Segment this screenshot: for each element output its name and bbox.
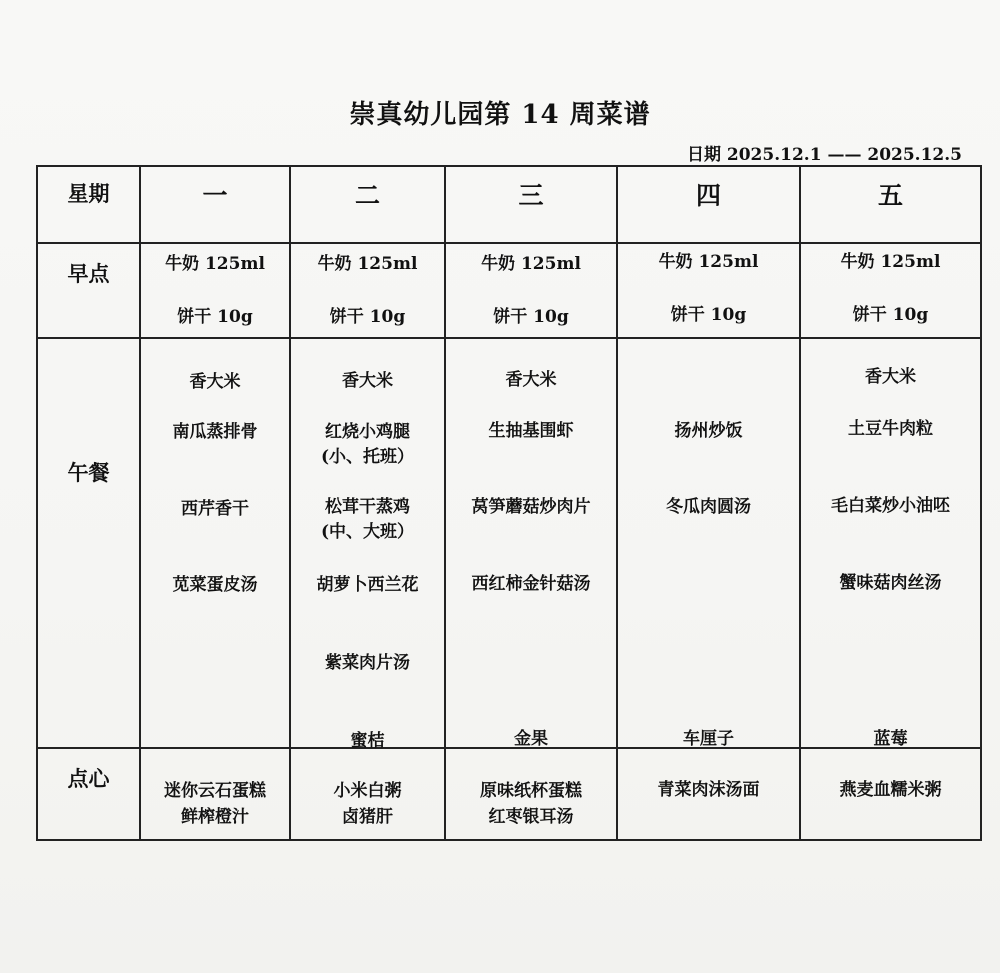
weekly-menu-table: [36, 165, 982, 841]
snack-tue: 小米白粥 卤猪肝: [290, 748, 445, 840]
header-day-fri: 五: [800, 166, 981, 243]
lunch-row: [37, 338, 981, 748]
snack-fri: 燕麦血糯米粥: [800, 748, 981, 840]
header-day-thu: 四: [617, 166, 800, 243]
lunch-thu: 扬州炒饭 冬瓜肉圆汤 车厘子: [617, 338, 800, 748]
breakfast-thu: 牛奶 125ml 饼干 10g: [617, 243, 800, 338]
snack-thu: 青菜肉沫汤面: [617, 748, 800, 840]
snack-mon: 迷你云石蛋糕 鲜榨橙汁: [140, 748, 290, 840]
breakfast-row: [37, 243, 981, 338]
table-header-row: [37, 166, 981, 243]
header-day-wed: 三: [445, 166, 617, 243]
row-label-snack: 点心: [37, 748, 140, 840]
date-range: 日期 2025.12.1 —— 2025.12.5: [686, 145, 962, 165]
row-label-breakfast: 早点: [37, 243, 140, 338]
weekday-label: 星期: [67, 181, 110, 206]
page-title: 崇真幼儿园第 14 周菜谱: [349, 100, 651, 130]
snack-row: [37, 748, 981, 840]
breakfast-wed: 牛奶 125ml 饼干 10g: [445, 243, 617, 338]
lunch-tue: 香大米 红烧小鸡腿 (小、托班） 松茸干蒸鸡 (中、大班） 胡萝卜西兰花 紫菜肉片汤 蜜桔: [290, 338, 445, 748]
breakfast-fri: 牛奶 125ml 饼干 10g: [800, 243, 981, 338]
breakfast-mon: 牛奶 125ml 饼干 10g: [140, 243, 290, 338]
lunch-mon: 香大米 南瓜蒸排骨 西芹香干 苋菜蛋皮汤: [140, 338, 290, 748]
snack-wed: 原味纸杯蛋糕 红枣银耳汤: [445, 748, 617, 840]
lunch-fri: 香大米 土豆牛肉粒 毛白菜炒小油呸 蟹味菇肉丝汤 蓝莓: [800, 338, 981, 748]
row-label-lunch: 午餐: [37, 338, 140, 748]
lunch-wed: 香大米 生抽基围虾 莴笋蘑菇炒肉片 西红柿金针菇汤 金果: [445, 338, 617, 748]
header-day-mon: 一: [140, 166, 290, 243]
header-day-tue: 二: [290, 166, 445, 243]
header-weekday-label: [37, 166, 140, 243]
breakfast-tue: 牛奶 125ml 饼干 10g: [290, 243, 445, 338]
